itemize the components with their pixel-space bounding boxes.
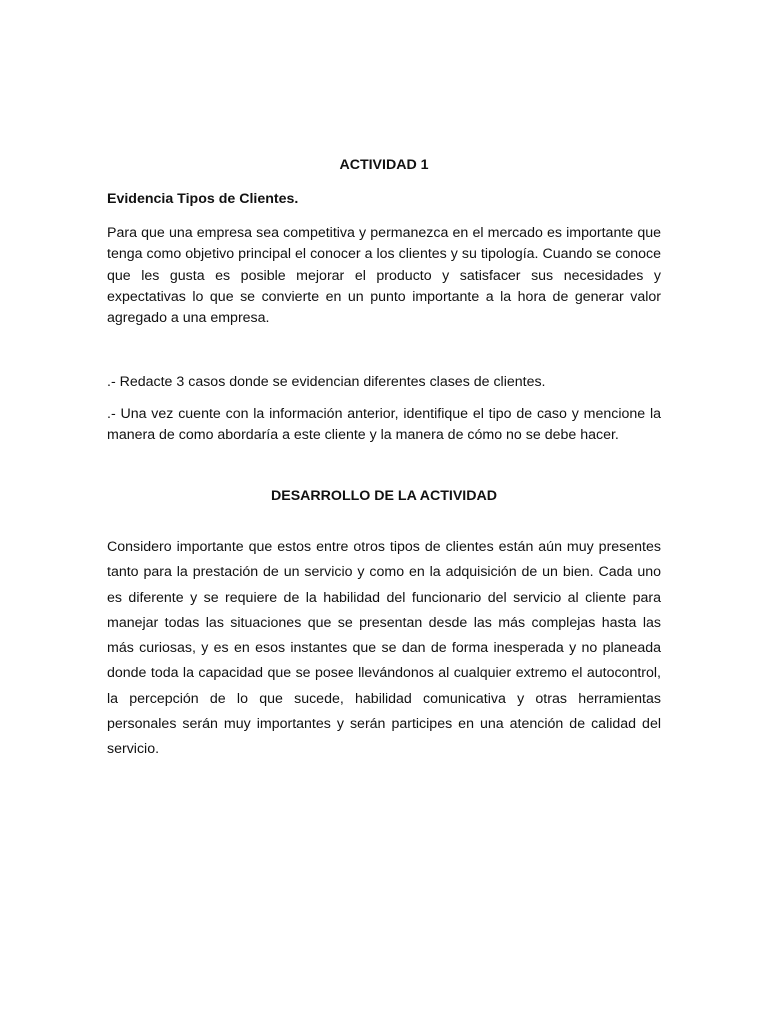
- document-title: ACTIVIDAD 1: [339, 157, 429, 173]
- document-page: [107, 0, 661, 1024]
- instruction-1: .- Redacte 3 casos donde se evidencian diferentes clases de clientes.: [107, 374, 546, 390]
- instruction-2: .- Una vez cuente con la información anterior, identifique el tipo de caso y mencione la manera de como abordaría a este cliente y la manera de cómo no se debe hacer.: [107, 406, 661, 444]
- development-paragraph: Considero importante que estos entre otros tipos de clientes están aún muy presentes tanto para la prestación de un servicio y como en la adquisición de un bien. Cada uno es diferente y se requiere de la habilidad del funcionario del servicio al cliente para manejar todas las situaciones que se presentan desde las más complejas hasta las más curiosas, y es en esos instantes que se dan de forma inesperada y no planeada donde toda la capacidad que se posee llevándonos al cualquier extremo el autocontrol, la percepción de lo que sucede, habilidad comunicativa y otras herramientas personales serán muy importantes y serán participes en una atención de calidad del servicio.: [107, 539, 661, 758]
- document-subtitle: Evidencia Tipos de Clientes.: [107, 191, 299, 207]
- intro-paragraph: Para que una empresa sea competitiva y permanezca en el mercado es importante que tenga como objetivo principal el conocer a los clientes y su tipología. Cuando se conoce que les gusta es posible mejorar el producto y satisfacer sus necesidades y expectativas lo que se convierte en un punto importante a la hora de generar valor agregado a una empresa.: [107, 225, 661, 327]
- section-title: DESARROLLO DE LA ACTIVIDAD: [271, 488, 497, 504]
